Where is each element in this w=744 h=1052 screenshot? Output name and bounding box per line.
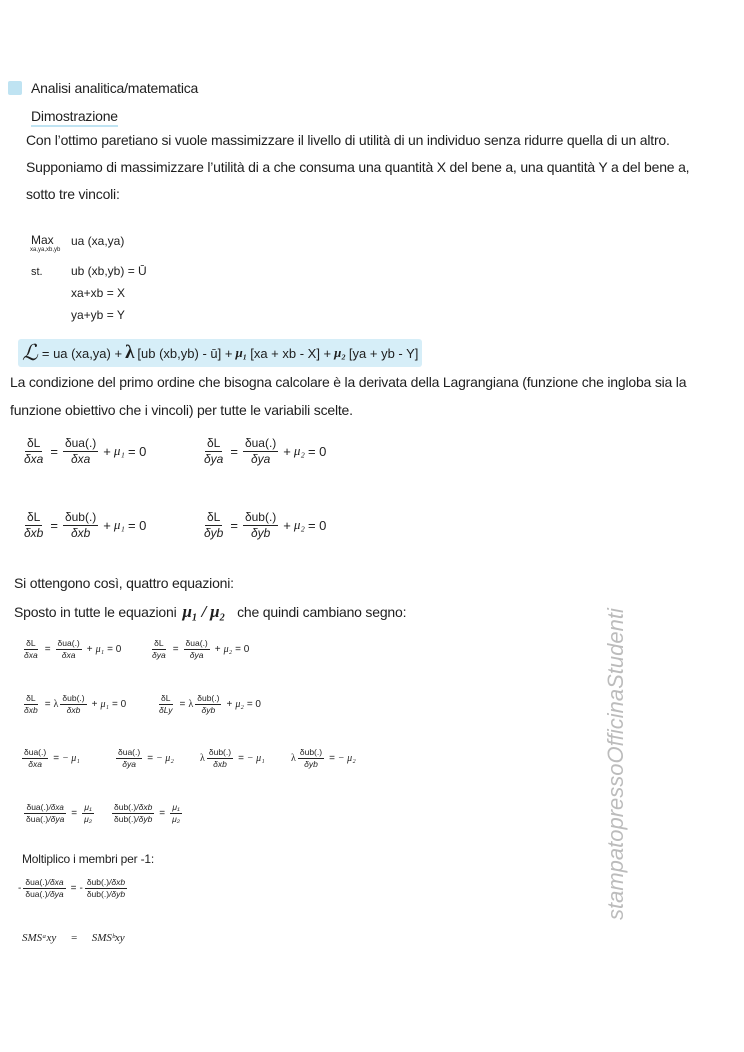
foc-eq-yb: $\frac{\delta L}{\text{δyb}}$ = $\frac{\text{δub(.)}}{\text{δyb}}$ + μ₂ = 0 xyxy=(204,510,327,540)
objective: ua (xa,ya) xyxy=(71,234,125,248)
fraction: $\frac{\delta L}{\text{δLy}}$ xyxy=(159,693,173,715)
fraction: $\frac{\delta L}{\text{δxa}}$ xyxy=(24,638,38,660)
isolated-eq-ya: $\frac{\text{δua(.)}}{\text{δya}}$ = − μ₂ xyxy=(118,747,174,769)
foc-eq-ya: $\frac{\delta L}{\text{δya}}$ = $\frac{\text{δua(.)}}{\text{δya}}$ + μ₂ = 0 xyxy=(204,436,327,466)
four-equations-text: Si ottengono così, quattro equazioni: xyxy=(14,575,234,591)
ratio-eq-b: δub(.) / δxb δub(.) / δyb = $\frac{\text{μ₁}}{\text{μ₂}}$ xyxy=(114,802,181,824)
foc-line-1: La condizione del primo ordine che bisogna calcolare è la derivata della Lagrangiana (funzione che ingloba sia la xyxy=(10,374,687,390)
constraint-1: ub (xb,yb) = Ū xyxy=(71,264,147,278)
fraction: $\frac{\text{δub(.)}}{\text{δyb}}$ xyxy=(197,693,220,715)
fraction: $\frac{\delta L}{\text{δya}}$ xyxy=(204,436,224,466)
intro-line-1: Con l’ottimo paretiano si vuole massimizzare il livello di utilità di un individuo senza ridurre quella di un altro. xyxy=(26,132,670,148)
section-title: Analisi analitica/matematica xyxy=(31,80,199,96)
fraction: $\frac{\text{μ₁}}{\text{μ₂}}$ xyxy=(172,802,181,824)
problem-max xyxy=(31,233,54,247)
fraction: $\frac{\text{δua(.)}}{\text{δya}}$ xyxy=(118,747,141,769)
foc-eq-xb: $\frac{\delta L}{\text{δxb}}$ = $\frac{\text{δub(.)}}{\text{δxb}}$ + μ₁ = 0 xyxy=(24,510,147,540)
compound-fraction: δua(.) / δxa δua(.) / δya xyxy=(26,802,65,824)
fraction: $\frac{\text{δub(.)}}{\text{δyb}}$ xyxy=(299,747,323,769)
moved-eq-xa: $\frac{\delta L}{\text{δxa}}$ = $\frac{\text{δua(.)}}{\text{δxa}}$ + μ₁ = 0 xyxy=(24,638,122,660)
sms-equals: = xyxy=(70,932,78,944)
moved-eq-yb: $\frac{\delta L}{\text{δLy}}$ = λ $\frac{\text{δub(.)}}{\text{δyb}}$ + μ₂ = 0 xyxy=(159,693,261,715)
fraction: $\frac{\delta L}{\text{δxa}}$ xyxy=(24,436,44,466)
fraction: $\frac{\text{δua(.)}}{\text{δya}}$ xyxy=(185,638,208,660)
intro-line-3: sotto tre vincoli: xyxy=(26,186,120,202)
fraction: $\frac{\delta L}{\text{δxb}}$ xyxy=(24,510,44,540)
lagrangian-part-2: [ub (xb,yb) - ū] + xyxy=(137,345,233,361)
compound-fraction: δub(.) / δxb δub(.) / δyb xyxy=(114,802,153,824)
fraction: $\frac{\text{δub(.)}}{\text{δxb}}$ xyxy=(64,510,97,540)
fraction: $\frac{\text{δua(.)}}{\text{δya}}$ xyxy=(244,436,277,466)
multiply-text: Moltiplico i membri per -1: xyxy=(22,852,154,866)
fraction: $\frac{\delta L}{\text{δyb}}$ xyxy=(204,510,224,540)
fraction: $\frac{\text{μ₁}}{\text{μ₂}}$ xyxy=(84,802,93,824)
foc-line-2: funzione obiettivo che i vincoli) per tutte le variabili scelte. xyxy=(10,402,353,418)
final-ratio-eq: - δua(.) / δxa δua(.) / δya = - δub(.) / δxb δub(.) / δyb xyxy=(18,877,126,899)
compound-fraction: δua(.) / δxa δua(.) / δya xyxy=(25,877,64,899)
fraction: $\frac{\delta L}{\text{δya}}$ xyxy=(152,638,166,660)
subsection-title: Dimostrazione xyxy=(31,108,118,127)
mu-ratio: μ₁ / μ₂ xyxy=(182,602,226,621)
lagrangian-symbol: ℒ xyxy=(22,340,38,365)
sms-a: SMSᵃxy xyxy=(22,932,57,944)
isolated-eq-xb: λ $\frac{\text{δub(.)}}{\text{δxb}}$ = − μ₁ xyxy=(200,747,265,769)
isolated-eq-xa: $\frac{\text{δua(.)}}{\text{δxa}}$ = − μ₁ xyxy=(24,747,80,769)
ratio-eq-a: δua(.) / δxa δua(.) / δya = $\frac{\text{μ₁}}{\text{μ₂}}$ xyxy=(26,802,93,824)
lagrangian-part-1: = ua (xa,ya) + xyxy=(41,345,123,361)
sms-b: SMSᵇxy xyxy=(91,932,125,944)
lagrangian-part-4: [ya + yb - Y] xyxy=(348,345,419,361)
mu2-symbol: μ₂ xyxy=(334,345,346,360)
fraction: $\frac{\text{δua(.)}}{\text{δxa}}$ xyxy=(64,436,97,466)
section-marker xyxy=(8,81,22,95)
max-label: Max xyxy=(31,233,54,247)
fraction: $\frac{\text{δub(.)}}{\text{δxb}}$ xyxy=(208,747,232,769)
isolated-eq-yb: λ $\frac{\text{δub(.)}}{\text{δyb}}$ = − μ₂ xyxy=(291,747,356,769)
watermark: stampatopressoOfficinaStudenti xyxy=(603,608,628,920)
fraction: $\frac{\text{δua(.)}}{\text{δxa}}$ xyxy=(24,747,47,769)
st-label: st. xyxy=(31,266,43,278)
moved-eq-xb: $\frac{\delta L}{\text{δxb}}$ = λ $\frac{\text{δub(.)}}{\text{δxb}}$ + μ₁ = 0 xyxy=(24,693,127,715)
fraction: $\frac{\text{δub(.)}}{\text{δxb}}$ xyxy=(62,693,85,715)
sms-equation xyxy=(22,932,125,944)
intro-line-2: Supponiamo di massimizzare l’utilità di a che consuma una quantità X del bene a, una quantità Y a del bene a, xyxy=(26,159,690,175)
constraint-3: ya+yb = Y xyxy=(71,308,125,322)
compound-fraction: δub(.) / δxb δub(.) / δyb xyxy=(86,877,126,899)
foc-eq-xa: $\frac{\delta L}{\text{δxa}}$ = $\frac{\text{δua(.)}}{\text{δxa}}$ + μ₁ = 0 xyxy=(24,436,147,466)
constraint-2: xa+xb = X xyxy=(71,286,126,300)
lagrangian xyxy=(18,339,422,367)
moved-eq-ya: $\frac{\delta L}{\text{δya}}$ = $\frac{\text{δua(.)}}{\text{δya}}$ + μ₂ = 0 xyxy=(152,638,250,660)
fraction: $\frac{\text{δua(.)}}{\text{δxa}}$ xyxy=(57,638,80,660)
lambda-symbol: λ xyxy=(125,342,135,363)
mu1-symbol: μ₁ xyxy=(235,345,248,360)
max-subscript: xa,ya,xb,yb xyxy=(30,247,61,253)
move-text: Sposto in tutte le equazioni μ₁ / μ₂ che quindi cambiano segno: xyxy=(14,602,407,621)
lagrangian-part-3: [xa + xb - X] + xyxy=(250,345,332,361)
fraction: $\frac{\delta L}{\text{δxb}}$ xyxy=(24,693,38,715)
fraction: $\frac{\text{δub(.)}}{\text{δyb}}$ xyxy=(244,510,277,540)
